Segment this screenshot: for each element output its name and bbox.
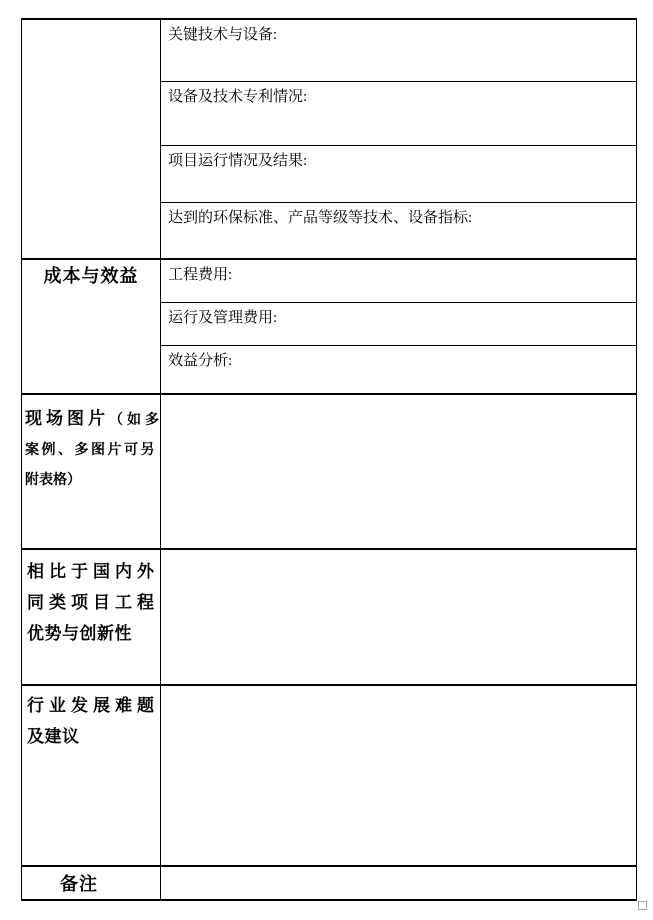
field-standards-indicators-label: 达到的环保标准、产品等级等技术、设备指标: [168, 210, 473, 226]
end-of-document-marker-icon [638, 901, 647, 910]
site-photos-header-line3: 附表格） [25, 473, 81, 488]
field-operation-management-cost-label: 运行及管理费用: [168, 310, 278, 326]
remark-header-cell [22, 867, 161, 899]
tech-section-rows [161, 20, 636, 258]
industry-issues-band [22, 684, 636, 865]
field-operation-results[interactable] [161, 146, 636, 203]
tech-section-band [22, 20, 636, 258]
cost-benefit-header-cell [22, 260, 161, 393]
cost-benefit-rows [161, 260, 636, 393]
remark-header-label: 备注 [60, 874, 98, 894]
site-photos-note-start: （如多 [109, 413, 163, 428]
field-benefit-analysis[interactable] [161, 346, 636, 393]
site-photos-band [22, 393, 636, 548]
field-engineering-cost-label: 工程费用: [168, 267, 233, 283]
site-photos-header-line2: 案例、多图片可另 [25, 443, 157, 458]
site-photos-content-cell[interactable] [161, 395, 636, 548]
tech-section-header-cell-empty[interactable] [22, 20, 161, 258]
field-key-technology-label: 关键技术与设备: [168, 27, 278, 43]
field-engineering-cost[interactable] [161, 260, 636, 303]
field-patent-status-label: 设备及技术专利情况: [168, 89, 308, 105]
industry-issues-header-line2: 及建议 [27, 727, 80, 746]
comparison-header-line3: 优势与创新性 [27, 624, 132, 643]
site-photos-title: 现场图片 [25, 409, 109, 428]
comparison-header-line1: 相比于国内外 [27, 562, 159, 581]
industry-issues-header-cell [22, 686, 161, 865]
field-operation-results-label: 项目运行情况及结果: [168, 153, 308, 169]
comparison-content-cell[interactable] [161, 550, 636, 684]
form-table [21, 18, 637, 901]
site-photos-header-line1 [25, 404, 163, 436]
comparison-header-line2: 同类项目工程 [27, 593, 159, 612]
remark-content-cell[interactable] [161, 867, 636, 899]
cost-benefit-band [22, 258, 636, 393]
comparison-band [22, 548, 636, 684]
industry-issues-content-cell[interactable] [161, 686, 636, 865]
comparison-header-cell [22, 550, 161, 684]
field-patent-status[interactable] [161, 82, 636, 146]
field-operation-management-cost[interactable] [161, 303, 636, 346]
cost-benefit-header-label: 成本与效益 [43, 266, 139, 286]
remark-band [22, 865, 636, 899]
field-standards-indicators[interactable] [161, 203, 636, 258]
field-key-technology[interactable] [161, 20, 636, 82]
site-photos-header-cell [22, 395, 161, 548]
industry-issues-header-line1: 行业发展难题 [27, 696, 159, 715]
field-benefit-analysis-label: 效益分析: [168, 353, 233, 369]
